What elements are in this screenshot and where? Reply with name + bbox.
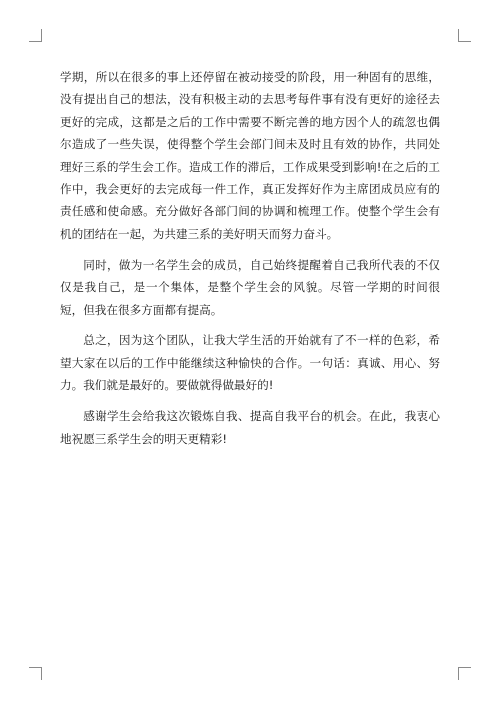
crop-mark-top-right	[458, 29, 471, 42]
paragraph-3: 总之，因为这个团队，让我大学生活的开始就有了不一样的色彩，希望大家在以后的工作中能继续这种愉快的合作。一句话：真诚、用心、努力。我们就是最好的。要做就得做最好的!	[60, 333, 440, 393]
crop-mark-bottom-left	[29, 667, 42, 680]
paragraph-1: 学期，所以在很多的事上还停留在被动接受的阶段，用一种固有的思维，没有提出自己的想法，没有积极主动的去思考每件事有没有更好的途径去更好的完成，这都是之后的工作中需要不断完善的地方因个人的疏忽也偶尔造成了一些失误，使得整个学生会部门间未及时且有效的协作，共同处理好三系的学生会工作。造成工作的滞后，工作成果受到影响!在之后的工作中，我会更好的去完成每一件工作，真正发挥好作为主席团成员应有的责任感和使命感。充分做好各部门间的协调和梳理工作。使整个学生会有机的团结在一起，为共建三系的美好明天而努力奋斗。	[60, 70, 440, 241]
crop-mark-top-left	[29, 29, 42, 42]
paragraph-4: 感谢学生会给我这次锻炼自我、提高自我平台的机会。在此，我衷心地祝愿三系学生会的明天更精彩!	[60, 409, 440, 446]
paragraph-2: 同时，做为一名学生会的成员，自己始终提醒着自己我所代表的不仅仅是我自己，是一个集体，是整个学生会的风貌。尽管一学期的时间很短，但我在很多方面都有提高。	[60, 257, 440, 317]
crop-mark-bottom-right	[458, 667, 471, 680]
document-body	[60, 66, 440, 459]
